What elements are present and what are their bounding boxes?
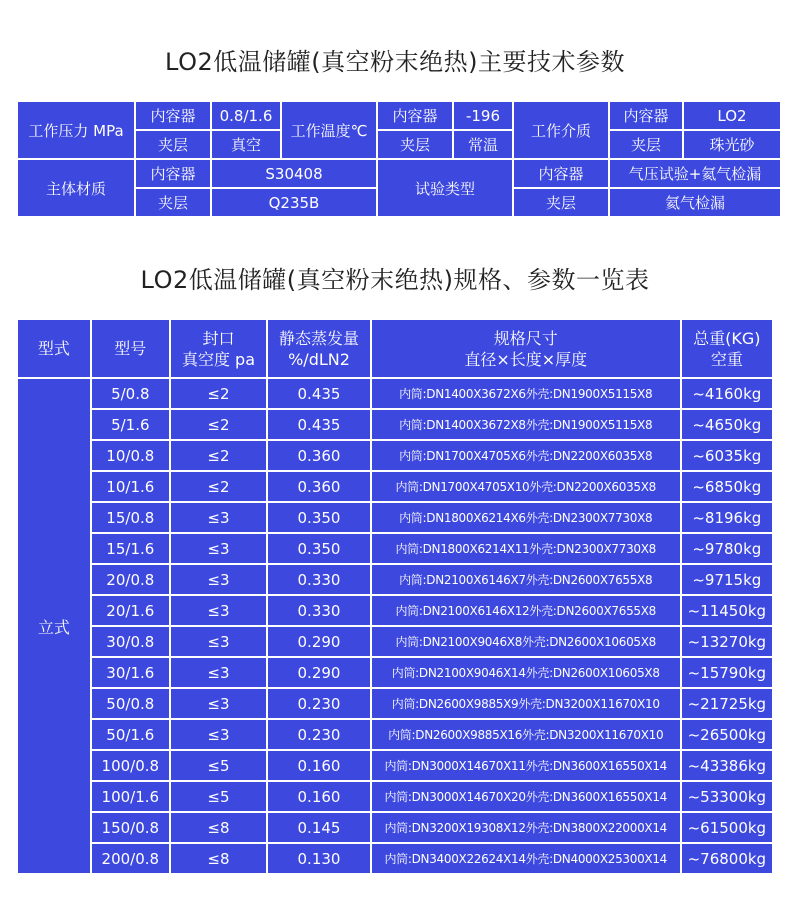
evaporation-cell: 0.435 [268, 379, 370, 408]
medium-label: 工作介质 [514, 102, 608, 158]
evaporation-cell: 0.330 [268, 596, 370, 625]
evaporation-cell: 0.290 [268, 658, 370, 687]
evaporation-cell: 0.330 [268, 565, 370, 594]
header-evap-line2: %/dLN2 [288, 349, 350, 369]
evaporation-cell: 0.350 [268, 503, 370, 532]
weight-cell: ~43386kg [682, 751, 772, 780]
model-cell: 30/0.8 [92, 627, 169, 656]
header-type-label: 型式 [37, 339, 70, 358]
table-row [18, 658, 772, 687]
vacuum-cell: ≤5 [171, 782, 266, 811]
model-cell: 10/1.6 [92, 472, 169, 501]
pressure-inner-label: 内容器 [136, 102, 210, 129]
medium-inner-label: 内容器 [610, 102, 682, 129]
dimensions-cell: 内筒:DN2600X9885X9外壳:DN3200X11670X10 [372, 689, 680, 718]
vacuum-cell: ≤2 [171, 441, 266, 470]
model-cell: 5/1.6 [92, 410, 169, 439]
spec-list-title: LO2低温储罐(真空粉末绝热)规格、参数一览表 [140, 266, 650, 294]
header-evap-line1: 静态蒸发量 [278, 328, 359, 348]
vacuum-cell: ≤2 [171, 379, 266, 408]
weight-cell: ~6035kg [682, 441, 772, 470]
vacuum-cell: ≤3 [171, 689, 266, 718]
dimensions-cell: 内筒:DN2600X9885X16外壳:DN3200X11670X10 [372, 720, 680, 749]
dimensions-cell: 内筒:DN1800X6214X6外壳:DN2300X7730X8 [372, 503, 680, 532]
vacuum-cell: ≤3 [171, 503, 266, 532]
material-jacket-label: 夹层 [136, 189, 210, 216]
header-weight-line2: 空重 [710, 349, 743, 369]
table-row [18, 627, 772, 656]
temperature-inner-value: -196 [454, 102, 512, 129]
header-model [92, 320, 169, 377]
evaporation-cell: 0.360 [268, 441, 370, 470]
vacuum-cell: ≤2 [171, 472, 266, 501]
header-weight-line1: 总重(KG) [693, 328, 761, 348]
test-inner-value: 气压试验+氦气检漏 [610, 160, 780, 187]
table-row [18, 472, 772, 501]
medium-jacket-label: 夹层 [610, 131, 682, 158]
vacuum-cell: ≤5 [171, 751, 266, 780]
dimensions-cell: 内筒:DN3000X14670X20外壳:DN3600X16550X14 [372, 782, 680, 811]
material-inner-value: S30408 [212, 160, 376, 187]
evaporation-cell: 0.230 [268, 720, 370, 749]
dimensions-cell: 内筒:DN3000X14670X11外壳:DN3600X16550X14 [372, 751, 680, 780]
header-dims-line1: 规格尺寸 [493, 328, 558, 348]
vacuum-cell: ≤3 [171, 596, 266, 625]
table-row [18, 503, 772, 532]
model-cell: 100/0.8 [92, 751, 169, 780]
medium-inner-value: LO2 [684, 102, 780, 129]
evaporation-cell: 0.435 [268, 410, 370, 439]
model-cell: 30/1.6 [92, 658, 169, 687]
weight-cell: ~6850kg [682, 472, 772, 501]
dimensions-cell: 内筒:DN1400X3672X8外壳:DN1900X5115X8 [372, 410, 680, 439]
test-jacket-label: 夹层 [514, 189, 608, 216]
model-cell: 50/1.6 [92, 720, 169, 749]
weight-cell: ~21725kg [682, 689, 772, 718]
model-cell: 200/0.8 [92, 844, 169, 873]
evaporation-cell: 0.350 [268, 534, 370, 563]
model-cell: 150/0.8 [92, 813, 169, 842]
evaporation-cell: 0.230 [268, 689, 370, 718]
pressure-label: 工作压力 MPa [18, 102, 134, 158]
header-seal-vacuum [171, 320, 266, 377]
dimensions-cell: 内筒:DN1700X4705X10外壳:DN2200X6035X8 [372, 472, 680, 501]
test-type-label: 试验类型 [378, 160, 512, 216]
evaporation-cell: 0.360 [268, 472, 370, 501]
model-cell: 15/0.8 [92, 503, 169, 532]
model-cell: 15/1.6 [92, 534, 169, 563]
vacuum-cell: ≤3 [171, 720, 266, 749]
vacuum-cell: ≤3 [171, 565, 266, 594]
model-cell: 10/0.8 [92, 441, 169, 470]
header-weight [682, 320, 772, 377]
weight-cell: ~4160kg [682, 379, 772, 408]
vacuum-cell: ≤3 [171, 658, 266, 687]
weight-cell: ~15790kg [682, 658, 772, 687]
test-jacket-value: 氦气检漏 [610, 189, 780, 216]
model-cell: 100/1.6 [92, 782, 169, 811]
evaporation-cell: 0.160 [268, 751, 370, 780]
dimensions-cell: 内筒:DN3400X22624X14外壳:DN4000X25300X14 [372, 844, 680, 873]
material-label: 主体材质 [18, 160, 134, 216]
dimensions-cell: 内筒:DN1700X4705X6外壳:DN2200X6035X8 [372, 441, 680, 470]
dimensions-cell: 内筒:DN3200X19308X12外壳:DN3800X22000X14 [372, 813, 680, 842]
header-seal-line1: 封口 [202, 328, 235, 348]
weight-cell: ~26500kg [682, 720, 772, 749]
header-evaporation [268, 320, 370, 377]
vacuum-cell: ≤8 [171, 813, 266, 842]
dimensions-cell: 内筒:DN1400X3672X6外壳:DN1900X5115X8 [372, 379, 680, 408]
pressure-jacket-label: 夹层 [136, 131, 210, 158]
type-cell: 立式 [18, 379, 90, 873]
weight-cell: ~11450kg [682, 596, 772, 625]
evaporation-cell: 0.160 [268, 782, 370, 811]
vacuum-cell: ≤3 [171, 627, 266, 656]
tech-params-title: LO2低温储罐(真空粉末绝热)主要技术参数 [165, 48, 625, 76]
temperature-label: 工作温度℃ [282, 102, 376, 158]
temperature-inner-label: 内容器 [378, 102, 452, 129]
header-type [18, 320, 90, 377]
material-jacket-value: Q235B [212, 189, 376, 216]
table-row [18, 720, 772, 749]
weight-cell: ~53300kg [682, 782, 772, 811]
model-cell: 5/0.8 [92, 379, 169, 408]
table-row [18, 379, 772, 408]
model-cell: 20/0.8 [92, 565, 169, 594]
vacuum-cell: ≤2 [171, 410, 266, 439]
evaporation-cell: 0.290 [268, 627, 370, 656]
temperature-jacket-label: 夹层 [378, 131, 452, 158]
table-row [18, 441, 772, 470]
pressure-jacket-value: 真空 [212, 131, 280, 158]
table-row [18, 689, 772, 718]
weight-cell: ~76800kg [682, 844, 772, 873]
weight-cell: ~61500kg [682, 813, 772, 842]
temperature-jacket-value: 常温 [454, 131, 512, 158]
evaporation-cell: 0.145 [268, 813, 370, 842]
dimensions-cell: 内筒:DN1800X6214X11外壳:DN2300X7730X8 [372, 534, 680, 563]
pressure-inner-value: 0.8/1.6 [212, 102, 280, 129]
evaporation-cell: 0.130 [268, 844, 370, 873]
model-cell: 50/0.8 [92, 689, 169, 718]
header-model-label: 型号 [114, 339, 147, 358]
dimensions-cell: 内筒:DN2100X6146X12外壳:DN2600X7655X8 [372, 596, 680, 625]
table-row [18, 813, 772, 842]
model-cell: 20/1.6 [92, 596, 169, 625]
header-seal-line2: 真空度 pa [181, 349, 256, 369]
medium-jacket-value: 珠光砂 [684, 131, 780, 158]
material-inner-label: 内容器 [136, 160, 210, 187]
table-row [18, 410, 772, 439]
weight-cell: ~9715kg [682, 565, 772, 594]
dimensions-cell: 内筒:DN2100X9046X8外壳:DN2600X10605X8 [372, 627, 680, 656]
table-row [18, 844, 772, 873]
spec-table [16, 318, 774, 875]
header-dimensions [372, 320, 680, 377]
weight-cell: ~9780kg [682, 534, 772, 563]
dimensions-cell: 内筒:DN2100X6146X7外壳:DN2600X7655X8 [372, 565, 680, 594]
table-row [18, 751, 772, 780]
spec-header-row [18, 320, 772, 377]
table-row [18, 565, 772, 594]
dimensions-cell: 内筒:DN2100X9046X14外壳:DN2600X10605X8 [372, 658, 680, 687]
table-row [18, 534, 772, 563]
vacuum-cell: ≤3 [171, 534, 266, 563]
weight-cell: ~8196kg [682, 503, 772, 532]
table-row [18, 596, 772, 625]
vacuum-cell: ≤8 [171, 844, 266, 873]
tech-params-table [16, 100, 782, 218]
test-inner-label: 内容器 [514, 160, 608, 187]
header-dims-line2: 直径×长度×厚度 [464, 349, 588, 369]
weight-cell: ~4650kg [682, 410, 772, 439]
table-row [18, 782, 772, 811]
weight-cell: ~13270kg [682, 627, 772, 656]
